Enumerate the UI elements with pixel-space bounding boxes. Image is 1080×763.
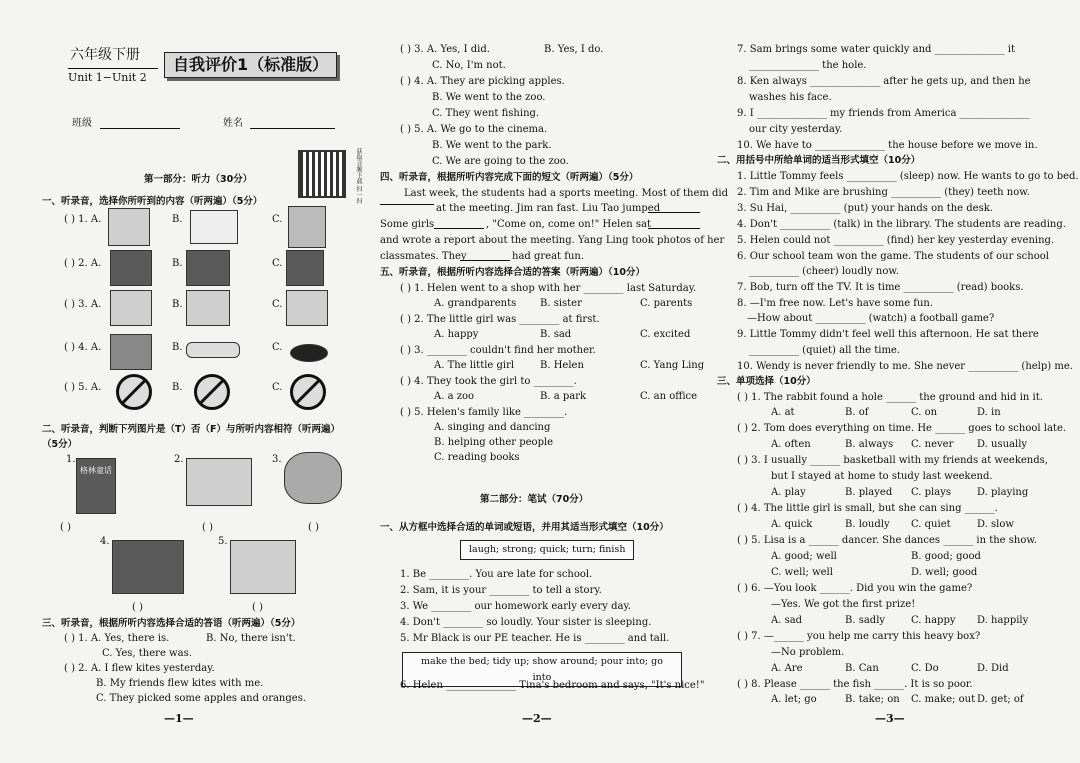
option-text: C. plays: [911, 487, 951, 498]
horse-picture: [288, 206, 326, 248]
option-text: B. take; on: [845, 694, 900, 705]
class-field[interactable]: [100, 116, 180, 129]
option-text: A. quick: [771, 519, 813, 530]
girl-picture: [230, 540, 296, 594]
option-b-label: B.: [172, 382, 183, 393]
question-text: ( ) 4. A. They are picking apples.: [400, 76, 565, 87]
strong-lion-picture: [284, 452, 342, 504]
option-text: D. in: [977, 407, 1001, 418]
phrase-box: make the bed; tidy up; show around; pour into; go into: [402, 652, 682, 687]
question-text: 4. Don't ________ so loudly. Your sister is sleeping.: [400, 617, 652, 628]
option-text: B. We went to the park.: [432, 140, 552, 151]
written-section1-heading: 一、从方框中选择合适的单词或短语，并用其适当形式填空（10分）: [380, 522, 669, 533]
monster-picture: [286, 250, 324, 286]
option-text: B. good; good: [911, 551, 981, 562]
desk-picture: [286, 290, 328, 326]
passage-line: , "Come on, come on!" Helen sat: [486, 219, 651, 230]
passage-line: Some girls: [380, 219, 435, 230]
passage-line: classmates. They: [380, 251, 467, 262]
option-text: A. grandparents: [434, 298, 517, 309]
option-c-label: C.: [272, 214, 283, 225]
option-text: B. sadly: [845, 615, 886, 626]
option-text: B. sad: [540, 329, 572, 340]
option-text: B. played: [845, 487, 893, 498]
question-text: 6. Our school team won the game. The students of our school: [737, 251, 1049, 262]
house-picture: [108, 208, 150, 246]
question-text: 2. Tim and Mike are brushing __________ (they) teeth now.: [737, 187, 1030, 198]
option-text: C. Do: [911, 663, 939, 674]
option-text: C. an office: [640, 391, 698, 402]
option-text: C. reading books: [434, 452, 520, 463]
section1-heading: 一、听录音，选择你所听到的内容（听两遍）（5分）: [42, 196, 263, 207]
option-text: C. happy: [911, 615, 956, 626]
question-text: but I stayed at home to study last weekend.: [771, 471, 993, 482]
option-b-label: B.: [172, 342, 183, 353]
option-text: A. good; well: [771, 551, 837, 562]
passage-blank[interactable]: [460, 252, 510, 261]
question-text: —Yes. We got the first prize!: [771, 599, 916, 610]
page-number: —2—: [522, 712, 552, 725]
unit-label: Unit 1−Unit 2: [68, 71, 147, 84]
question-text: ( ) 7. —______ you help me carry this heavy box?: [737, 631, 981, 642]
option-text: B. Helen: [540, 360, 584, 371]
option-text: B. No, there isn't.: [206, 633, 296, 644]
option-text: B. My friends flew kites with me.: [96, 678, 264, 689]
option-b-label: B.: [172, 299, 183, 310]
question-text: ( ) 4. They took the girl to ________.: [400, 376, 577, 387]
question-text: 7. Sam brings some water quickly and ______________ it: [737, 44, 1015, 55]
room-picture: [186, 290, 230, 326]
question-text: 8. —I'm free now. Let's have some fun.: [737, 298, 934, 309]
option-text: A. The little girl: [434, 360, 515, 371]
option-c-label: C.: [272, 299, 283, 310]
rope-picture: [186, 342, 240, 358]
question-text: ( ) 2. Tom does everything on time. He ______ goes to school late.: [737, 423, 1067, 434]
option-text: C. Yes, there was.: [102, 648, 192, 659]
picture-number: 5.: [218, 536, 228, 547]
option-text: B. loudly: [845, 519, 890, 530]
option-text: A. happy: [434, 329, 479, 340]
book-title: 格林童话: [80, 466, 112, 475]
question-text: washes his face.: [749, 92, 832, 103]
question-text: —How about __________ (watch) a football game?: [747, 313, 995, 324]
passage-line: and wrote a report about the meeting. Yang Ling took photos of her: [380, 235, 725, 246]
class-label: 班级: [72, 118, 92, 129]
question-text: __________ (cheer) loudly now.: [749, 266, 899, 277]
option-text: C. They went fishing.: [432, 108, 540, 119]
question-text: 5. Helen could not __________ (find) her key yesterday evening.: [737, 235, 1055, 246]
option-text: B. a park: [540, 391, 587, 402]
passage-blank[interactable]: [648, 204, 700, 213]
section5-heading: 五、听录音，根据所听内容选择合适的答案（听两遍）（10分）: [380, 267, 645, 278]
qr-caption: 获取音频下载 扫一扫: [355, 148, 362, 204]
hole-picture: [290, 344, 328, 362]
question-text: 9. Little Tommy didn't feel well this afternoon. He sat there: [737, 329, 1039, 340]
monster-picture: [186, 250, 230, 286]
option-text: A. sad: [771, 615, 803, 626]
word-box: laugh; strong; quick; turn; finish: [460, 540, 634, 560]
net-picture: [110, 334, 152, 370]
option-text: A. play: [771, 487, 806, 498]
question-text: ( ) 5. A. We go to the cinema.: [400, 124, 548, 135]
option-text: B. of: [845, 407, 869, 418]
option-c-label: C.: [272, 342, 283, 353]
option-text: B. always: [845, 439, 894, 450]
option-text: D. get; of: [977, 694, 1024, 705]
qr-code[interactable]: [298, 150, 346, 198]
page-2: [378, 0, 729, 763]
option-text: D. well; good: [911, 567, 978, 578]
picture-number: 2.: [174, 454, 184, 465]
option-text: D. happily: [977, 615, 1029, 626]
question-text: —No problem.: [771, 647, 845, 658]
option-text: C. Yang Ling: [640, 360, 705, 371]
question-text: ______________ the hole.: [749, 60, 867, 71]
option-text: A. at: [771, 407, 795, 418]
question-text: __________ (quiet) all the time.: [749, 345, 901, 356]
picture-number: 4.: [100, 536, 110, 547]
question-text: ( ) 1. A. Yes, there is.: [64, 633, 170, 644]
written-section3-heading: 三、单项选择（10分）: [717, 376, 816, 387]
part2-heading: 第二部分：笔试（70分）: [480, 494, 589, 505]
question-text: ( ) 5. Lisa is a ______ dancer. She dances ______ in the show.: [737, 535, 1037, 546]
option-text: C. quiet: [911, 519, 951, 530]
lion-net-picture: [112, 540, 184, 594]
answer-blank[interactable]: ( ): [252, 602, 263, 613]
option-text: D. Did: [977, 663, 1009, 674]
option-text: C. We are going to the zoo.: [432, 156, 569, 167]
option-text: A. a zoo: [434, 391, 475, 402]
question-text: 3. We ________ our homework early every day.: [400, 601, 631, 612]
option-text: D. usually: [977, 439, 1028, 450]
option-text: C. on: [911, 407, 938, 418]
question-text: ( ) 3. I usually ______ basketball with my friends at weekends,: [737, 455, 1048, 466]
section3-heading: 三、听录音，根据所听内容选择合适的答语（听两遍）（5分）: [42, 618, 301, 629]
passage-line: had great fun.: [512, 251, 585, 262]
question-text: 2. Sam, it is your ________ to tell a story.: [400, 585, 602, 596]
option-text: A. let; go: [771, 694, 817, 705]
question-text: 7. Bob, turn off the TV. It is time __________ (read) books.: [737, 282, 1024, 293]
kitchen-picture: [110, 290, 152, 326]
written-section2-heading: 二、用括号中所给单词的适当形式填空（10分）: [717, 155, 921, 166]
option-text: C. well; well: [771, 567, 833, 578]
question-text: ( ) 2. A. I flew kites yesterday.: [64, 663, 215, 674]
divider: [68, 68, 158, 69]
option-text: B. We went to the zoo.: [432, 92, 546, 103]
option-text: C. never: [911, 439, 954, 450]
option-c-label: C.: [272, 382, 283, 393]
question-text: ( ) 1. The rabbit found a hole ______ the ground and hid in it.: [737, 392, 1043, 403]
name-field[interactable]: [250, 116, 335, 129]
option-text: D. slow: [977, 519, 1014, 530]
question-text: ( ) 4. The little girl is small, but she can sing ______.: [737, 503, 998, 514]
part1-heading: 第一部分：听力（30分）: [144, 174, 253, 185]
running-picture: [186, 458, 252, 506]
question-text: our city yesterday.: [749, 124, 843, 135]
option-text: C. They picked some apples and oranges.: [96, 693, 307, 704]
passage-blank[interactable]: [434, 220, 484, 229]
question-text: ( ) 8. Please ______ the fish ______. It is so poor.: [737, 679, 973, 690]
page-title: 自我评价1（标准版）: [164, 52, 337, 78]
page-number: —1—: [164, 712, 194, 725]
grade-label: 六年级下册: [70, 47, 140, 63]
mouse-picture: [190, 210, 238, 244]
question-text: 10. We have to ______________ the house before we move in.: [737, 140, 1038, 151]
answer-blank[interactable]: ( ): [132, 602, 143, 613]
option-text: C. parents: [640, 298, 693, 309]
question-text: 3. Su Hai, __________ (put) your hands on the desk.: [737, 203, 993, 214]
section2-heading: 二、听录音，判断下列图片是（T）否（F）与所听内容相符（听两遍）: [42, 424, 340, 435]
section2-score: （5分）: [42, 439, 78, 450]
option-text: B. helping other people: [434, 437, 554, 448]
q1-label: ( ) 1. A.: [64, 214, 102, 225]
passage-line: Last week, the students had a sports meeting. Most of them did: [404, 188, 729, 199]
question-text: 1. Be ________. You are late for school.: [400, 569, 593, 580]
question-text: ( ) 2. The little girl was ________ at first.: [400, 314, 600, 325]
passage-line: at the meeting. Jim ran fast. Liu Tao jumped: [436, 203, 661, 214]
page-1: [40, 0, 370, 763]
name-label: 姓名: [223, 118, 243, 129]
option-b-label: B.: [172, 258, 183, 269]
option-text: B. sister: [540, 298, 582, 309]
question-text: 4. Don't __________ (talk) in the library. The students are reading.: [737, 219, 1066, 230]
q5-label: ( ) 5. A.: [64, 382, 102, 393]
passage-blank[interactable]: [648, 220, 700, 229]
q2-label: ( ) 2. A.: [64, 258, 102, 269]
question-text: 10. Wendy is never friendly to me. She never __________ (help) me.: [737, 361, 1073, 372]
question-text: 8. Ken always ______________ after he gets up, and then he: [737, 76, 1031, 87]
question-text: ( ) 3. A. Yes, I did.: [400, 44, 490, 55]
question-text: ( ) 5. Helen's family like ________.: [400, 407, 568, 418]
picture-number: 3.: [272, 454, 282, 465]
storybook-picture: [76, 458, 116, 514]
passage-blank[interactable]: [380, 196, 434, 205]
picture-number: 1.: [66, 454, 76, 465]
option-text: C. No, I'm not.: [432, 60, 506, 71]
q3-label: ( ) 3. A.: [64, 299, 102, 310]
option-text: C. make; out: [911, 694, 976, 705]
monster-picture: [110, 250, 152, 286]
option-text: A. singing and dancing: [434, 422, 551, 433]
option-b-label: B.: [172, 214, 183, 225]
question-text: 9. I ______________ my friends from America ______________: [737, 108, 1030, 119]
option-text: B. Can: [845, 663, 879, 674]
option-text: B. Yes, I do.: [544, 44, 604, 55]
answer-blank[interactable]: ( ): [308, 522, 319, 533]
question-text: ( ) 3. ________ couldn't find her mother.: [400, 345, 596, 356]
option-c-label: C.: [272, 258, 283, 269]
answer-blank[interactable]: ( ): [60, 522, 71, 533]
option-text: C. excited: [640, 329, 691, 340]
q4-label: ( ) 4. A.: [64, 342, 102, 353]
no-smoking-icon: [116, 374, 152, 410]
question-text: 1. Little Tommy feels __________ (sleep) now. He wants to go to bed.: [737, 171, 1079, 182]
no-littering-icon: [290, 374, 326, 410]
section4-heading: 四、听录音，根据所听内容完成下面的短文（听两遍）（5分）: [380, 172, 639, 183]
option-text: A. often: [771, 439, 811, 450]
option-text: A. Are: [771, 663, 803, 674]
question-text: ( ) 6. —You look ______. Did you win the game?: [737, 583, 973, 594]
question-text: 5. Mr Black is our PE teacher. He is ________ and tall.: [400, 633, 670, 644]
option-text: D. playing: [977, 487, 1029, 498]
no-drinking-icon: [194, 374, 230, 410]
page-3: [715, 0, 1079, 763]
question-text: 6. Helen ______________ Tina's bedroom and says, "It's nice!": [400, 680, 705, 691]
page-number: —3—: [875, 712, 905, 725]
answer-blank[interactable]: ( ): [202, 522, 213, 533]
question-text: ( ) 1. Helen went to a shop with her ________ last Saturday.: [400, 283, 697, 294]
